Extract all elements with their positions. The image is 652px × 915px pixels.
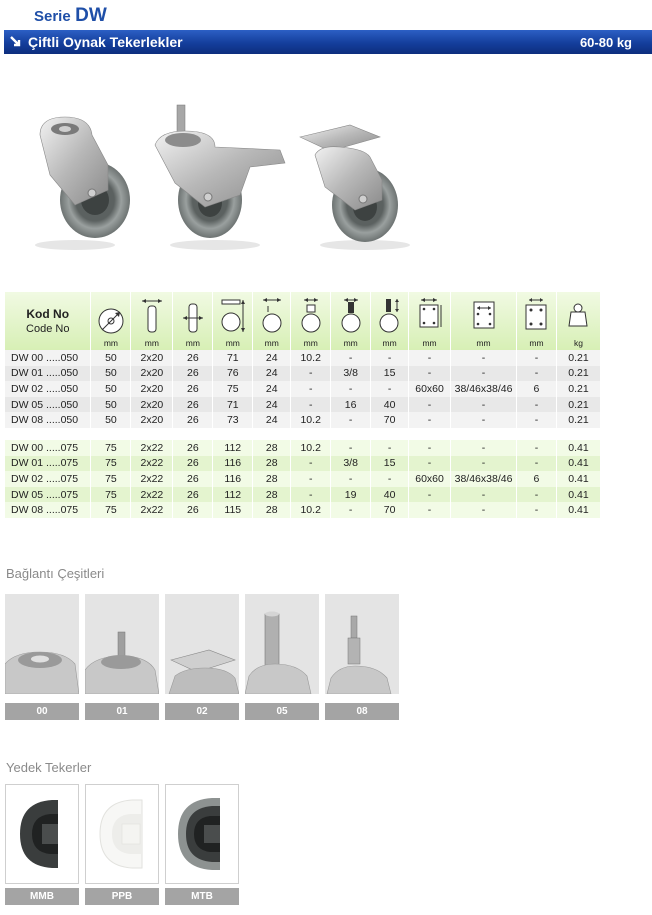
code-cell: DW 02 .....075 [5,471,91,487]
value-cell: 2x22 [131,456,173,472]
value-cell: - [331,350,371,366]
col-weight [556,292,600,350]
value-cell: - [517,397,557,413]
code-header-bold: Kod No [26,307,70,321]
value-cell: 0.21 [556,412,600,428]
thread-length-icon [377,296,403,336]
connection-08-image [325,594,399,694]
value-cell: 28 [253,487,291,503]
value-cell: - [331,440,371,456]
wheel-diameter-icon [96,306,126,336]
connection-01-image [85,594,159,694]
value-cell: 75 [213,381,253,397]
value-cell: 71 [213,350,253,366]
value-cell: - [291,456,331,472]
table-header-row [5,292,601,350]
value-cell: 26 [173,350,213,366]
col-thread-length [371,292,409,350]
code-cell: DW 01 .....075 [5,456,91,472]
code-cell: DW 05 .....050 [5,397,91,413]
load-capacity: 60-80 kg [579,34,632,50]
code-cell: DW 02 .....050 [5,381,91,397]
value-cell: 0.41 [556,471,600,487]
table-row [5,366,601,382]
code-cell: DW 00 .....050 [5,350,91,366]
value-cell: 2x20 [131,366,173,382]
value-cell: 73 [213,412,253,428]
value-cell: 0.41 [556,502,600,518]
spare-wheel-mmb-image [5,784,79,884]
value-cell: 50 [91,412,131,428]
value-cell: - [451,456,517,472]
value-cell: - [451,487,517,503]
value-cell: 10.2 [291,502,331,518]
value-cell: - [291,381,331,397]
value-cell: 50 [91,397,131,413]
spacer-cell [5,428,601,440]
table-row [5,471,601,487]
value-cell: - [517,487,557,503]
caster-threaded-stem [155,105,285,250]
value-cell: 75 [91,440,131,456]
code-cell: DW 01 .....050 [5,366,91,382]
unit: mm [382,338,397,348]
value-cell: - [451,350,517,366]
unit: mm [185,338,200,348]
value-cell: 28 [253,456,291,472]
table-row [5,412,601,428]
code-cell: DW 08 .....050 [5,412,91,428]
value-cell: 28 [253,440,291,456]
spare-wheel-label: MMB [5,888,79,905]
thread-diameter-icon [338,296,364,336]
col-tread-width [131,292,173,350]
spare-wheel-label: PPB [85,888,159,905]
value-cell: 116 [213,471,253,487]
value-cell: 75 [91,471,131,487]
series-code: DW [75,5,107,26]
value-cell: - [331,381,371,397]
value-cell: 15 [371,366,409,382]
code-cell: DW 08 .....075 [5,502,91,518]
col-hole-diameter [517,292,557,350]
value-cell: - [371,440,409,456]
value-cell: 26 [173,487,213,503]
value-cell: 26 [173,397,213,413]
col-offset [253,292,291,350]
value-cell: 26 [173,381,213,397]
table-row [5,456,601,472]
connection-label: 05 [245,703,319,720]
unit: mm [476,338,491,348]
value-cell: 2x22 [131,487,173,503]
code-cell: DW 00 .....075 [5,440,91,456]
caster-top-plate [300,125,410,250]
value-cell: - [331,471,371,487]
value-cell: 70 [371,412,409,428]
connection-02-image [165,594,239,694]
value-cell: 40 [371,487,409,503]
product-photo [20,95,440,255]
value-cell: - [291,471,331,487]
value-cell: - [451,397,517,413]
hole-spacing-icon [470,296,498,336]
value-cell: 38/46x38/46 [451,471,517,487]
value-cell: 26 [173,471,213,487]
value-cell: - [371,350,409,366]
col-thread [331,292,371,350]
table-row [5,397,601,413]
value-cell: 10.2 [291,350,331,366]
connection-label: 01 [85,703,159,720]
col-hub-length [173,292,213,350]
value-cell: - [409,456,451,472]
value-cell: 112 [213,487,253,503]
series-title [34,5,107,27]
table-row [5,502,601,518]
value-cell: 40 [371,397,409,413]
unit: mm [225,338,240,348]
connection-item [5,594,79,720]
connection-label: 00 [5,703,79,720]
value-cell: 0.21 [556,366,600,382]
value-cell: 0.21 [556,397,600,413]
value-cell: 24 [253,366,291,382]
value-cell: 0.41 [556,487,600,503]
value-cell: - [291,366,331,382]
spare-wheel-label: MTB [165,888,239,905]
value-cell: - [517,456,557,472]
value-cell: 0.21 [556,350,600,366]
value-cell: 2x22 [131,440,173,456]
plate-size-icon [416,296,444,336]
value-cell: 26 [173,412,213,428]
col-hole-spacing [451,292,517,350]
table-spacer [5,428,601,440]
value-cell: 28 [253,502,291,518]
value-cell: - [331,502,371,518]
total-height-icon [220,296,246,336]
spare-wheels-title: Yedek Tekerler [6,760,92,775]
col-bolt-hole [291,292,331,350]
value-cell: - [291,397,331,413]
value-cell: 0.41 [556,440,600,456]
unit: mm [264,338,279,348]
value-cell: - [409,397,451,413]
connection-label: 08 [325,703,399,720]
col-plate-size [409,292,451,350]
spec-table [5,292,601,518]
value-cell: 60x60 [409,381,451,397]
table-row [5,381,601,397]
code-cell: DW 05 .....075 [5,487,91,503]
value-cell: - [517,412,557,428]
value-cell: 28 [253,471,291,487]
value-cell: - [371,471,409,487]
connection-item [325,594,399,720]
value-cell: 15 [371,456,409,472]
value-cell: 50 [91,366,131,382]
connection-item [85,594,159,720]
value-cell: 60x60 [409,471,451,487]
connection-item [165,594,239,720]
value-cell: 112 [213,440,253,456]
value-cell: 24 [253,381,291,397]
caster-bolt-hole [35,117,130,250]
bolt-hole-icon [298,296,324,336]
code-header [5,292,91,350]
value-cell: - [517,440,557,456]
value-cell: - [409,487,451,503]
value-cell: 50 [91,381,131,397]
spare-wheel-mtb-image [165,784,239,884]
value-cell: 26 [173,366,213,382]
value-cell: 24 [253,350,291,366]
value-cell: 16 [331,397,371,413]
value-cell: - [409,440,451,456]
table-row [5,350,601,366]
value-cell: - [451,366,517,382]
spare-wheels [5,784,239,905]
connection-item [245,594,319,720]
value-cell: - [517,502,557,518]
value-cell: 116 [213,456,253,472]
value-cell: - [409,366,451,382]
value-cell: 75 [91,487,131,503]
value-cell: 0.21 [556,381,600,397]
value-cell: - [409,412,451,428]
unit: mm [343,338,358,348]
col-total-height [213,292,253,350]
value-cell: 2x20 [131,412,173,428]
unit: kg [573,338,583,348]
value-cell: 115 [213,502,253,518]
value-cell: 2x22 [131,502,173,518]
hole-diameter-icon [523,296,549,336]
value-cell: - [409,350,451,366]
value-cell: - [517,350,557,366]
value-cell: 76 [213,366,253,382]
code-header-sub: Code No [26,323,70,335]
banner-title: Çiftli Oynak Tekerlekler [28,34,183,50]
arrow-down-right-icon [10,36,22,48]
value-cell: 19 [331,487,371,503]
value-cell: 24 [253,397,291,413]
value-cell: 2x20 [131,397,173,413]
value-cell: - [331,412,371,428]
unit: mm [422,338,437,348]
value-cell: - [517,366,557,382]
value-cell: 3/8 [331,456,371,472]
value-cell: - [291,487,331,503]
connection-types [5,594,399,720]
connection-label: 02 [165,703,239,720]
value-cell: 10.2 [291,440,331,456]
spare-wheel-item [85,784,159,905]
col-diameter [91,292,131,350]
value-cell: 6 [517,471,557,487]
value-cell: 10.2 [291,412,331,428]
value-cell: 71 [213,397,253,413]
unit: mm [529,338,544,348]
weight-icon [565,296,591,336]
connection-05-image [245,594,319,694]
value-cell: - [451,502,517,518]
spare-wheel-item [5,784,79,905]
value-cell: 38/46x38/46 [451,381,517,397]
value-cell: 75 [91,456,131,472]
spare-wheel-item [165,784,239,905]
value-cell: 26 [173,502,213,518]
spare-wheel-ppb-image [85,784,159,884]
value-cell: - [409,502,451,518]
value-cell: - [451,440,517,456]
category-banner [4,30,652,54]
table-row [5,487,601,503]
value-cell: 24 [253,412,291,428]
value-cell: 6 [517,381,557,397]
value-cell: 2x20 [131,350,173,366]
value-cell: 2x22 [131,471,173,487]
connections-title: Bağlantı Çeşitleri [6,566,105,581]
unit: mm [144,338,159,348]
value-cell: 2x20 [131,381,173,397]
unit: mm [303,338,318,348]
table-row [5,440,601,456]
value-cell: 3/8 [331,366,371,382]
tread-width-icon [140,296,164,336]
connection-00-image [5,594,79,694]
value-cell: 0.41 [556,456,600,472]
value-cell: - [451,412,517,428]
hub-length-icon [181,296,205,336]
series-prefix: Serie [34,8,71,25]
unit: mm [103,338,119,348]
value-cell: 26 [173,456,213,472]
value-cell: 70 [371,502,409,518]
value-cell: 26 [173,440,213,456]
value-cell: 50 [91,350,131,366]
swivel-offset-icon [259,296,285,336]
value-cell: - [371,381,409,397]
value-cell: 75 [91,502,131,518]
